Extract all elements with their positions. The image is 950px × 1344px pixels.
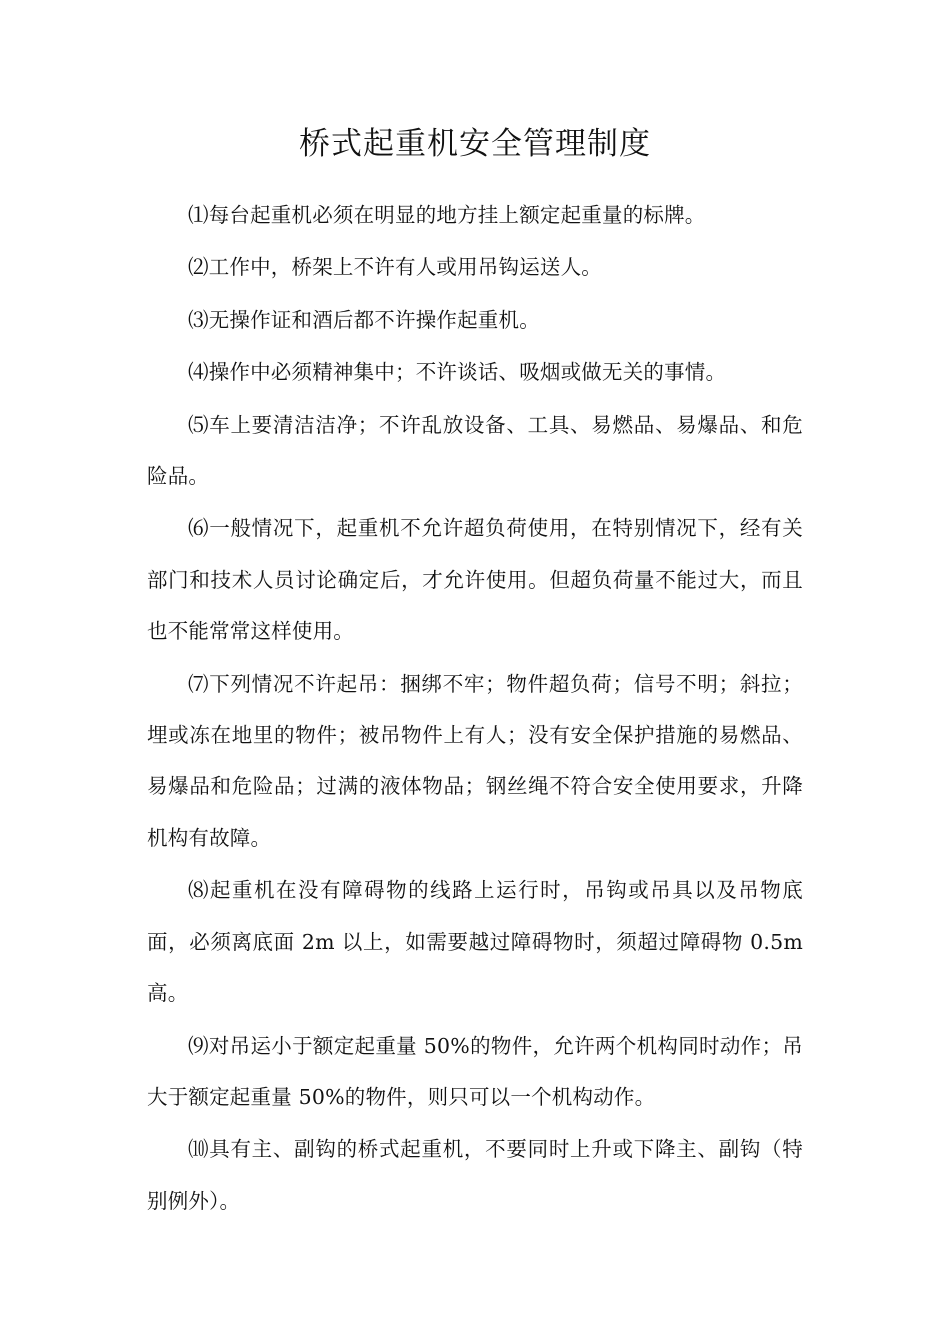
document-body (147, 190, 803, 1228)
rule-paragraph-5: ⑸车上要清洁洁净；不许乱放设备、工具、易燃品、易爆品、和危险品。 (147, 412, 803, 489)
rule-paragraph-4: ⑷操作中必须精神集中；不许谈话、吸烟或做无关的事情。 (188, 360, 727, 385)
rule-paragraph-9: ⑼对吊运小于额定起重量 50%的物件，允许两个机构同时动作；吊大于额定起重量 50%的物件，则只可以一个机构动作。 (147, 1033, 803, 1109)
document-title: 桥式起重机安全管理制度 (299, 126, 651, 162)
rule-paragraph-6: ⑹一般情况下，起重机不允许超负荷使用，在特别情况下，经有关部门和技术人员讨论确定后，才允许使用。但超负荷量不能过大，而且也不能常常这样使用。 (147, 516, 803, 644)
rule-paragraph-2: ⑵工作中，桥架上不许有人或用吊钩运送人。 (188, 255, 602, 280)
rule-paragraph-10: ⑽具有主、副钩的桥式起重机，不要同时上升或下降主、副钩（特别例外）。 (147, 1137, 803, 1213)
rule-paragraph-7: ⑺下列情况不许起吊：捆绑不牢；物件超负荷；信号不明；斜拉；埋或冻在地里的物件；被吊物件上有人；没有安全保护措施的易燃品、易爆品和危险品；过满的液体物品；钢丝绳不符合安全使用要求，升降机构有故障。 (147, 671, 803, 850)
rule-paragraph-8: ⑻起重机在没有障碍物的线路上运行时，吊钩或吊具以及吊物底面，必须离底面 2m 以上，如需要越过障碍物时，须超过障碍物 0.5m 高。 (147, 878, 803, 1006)
rule-paragraph-3: ⑶无操作证和酒后都不许操作起重机。 (188, 307, 540, 332)
rule-paragraph-1: ⑴每台起重机必须在明显的地方挂上额定起重量的标牌。 (188, 203, 706, 227)
